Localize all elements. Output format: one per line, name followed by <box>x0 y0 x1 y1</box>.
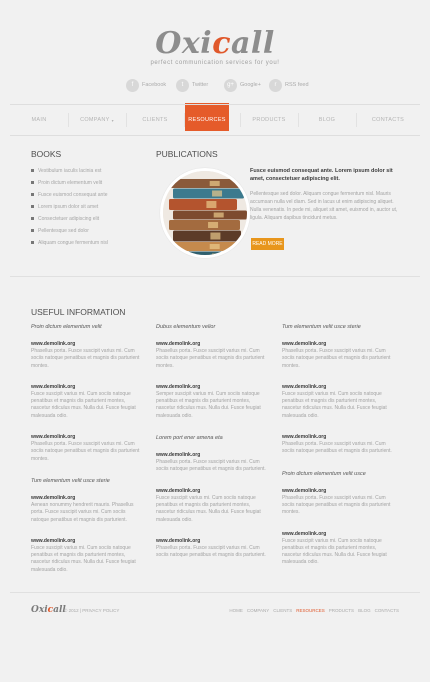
nav-item-blog[interactable] <box>298 105 356 135</box>
social-label: Google+ <box>240 82 261 88</box>
social-facebook-link[interactable] <box>126 78 166 92</box>
useful-group-heading: Proin dictum elementum velit usce <box>282 470 366 477</box>
book-spine <box>173 189 244 199</box>
footer-logo-main: Oxi <box>31 605 48 615</box>
books-list-item[interactable]: Pellentesque sed dolor <box>31 227 141 239</box>
nav-label: BLOG <box>318 117 336 123</box>
book-spine <box>169 220 240 230</box>
twitter-icon: t <box>176 79 189 92</box>
useful-info-heading: USEFUL INFORMATION <box>31 307 126 317</box>
useful-entry-link[interactable]: www.demolink.org <box>282 383 327 390</box>
book-stack <box>169 179 247 255</box>
useful-entry-link[interactable]: www.demolink.org <box>156 341 201 347</box>
logo-text-rest: all <box>230 26 275 61</box>
logo-text-accent: c <box>212 26 231 61</box>
nav-item-contacts[interactable] <box>356 105 420 135</box>
useful-group-heading: Lorem port ener amena eta <box>156 435 223 442</box>
rss-icon: r <box>269 79 282 92</box>
book-label-band <box>208 222 218 228</box>
footer-nav-home[interactable]: HOME <box>229 608 243 613</box>
useful-entry <box>156 384 268 420</box>
facebook-icon: f <box>126 79 139 92</box>
useful-entry-text: Phasellus porta. Fusce suscipit varius mi. Cum sociis natoque penatibus et magnis dis parturient. <box>156 544 266 559</box>
book-spine <box>169 199 237 210</box>
books-list-item[interactable]: Aliquam congue fermentum nisl <box>31 239 141 251</box>
social-label: RSS feed <box>285 82 309 88</box>
site-logo[interactable] <box>0 26 430 61</box>
nav-label: CONTACTS <box>371 117 405 123</box>
useful-entry <box>31 341 143 370</box>
useful-entry-text: Fusce suscipit varius mi. Cum sociis natoque penatibus et magnis dis parturient montes, nascetur ridiculus mus. Nulla dui. Fusce feugiat malesuada odio. <box>31 390 136 419</box>
book-label-band <box>210 244 220 249</box>
book-spine <box>173 231 241 242</box>
useful-entry <box>282 531 394 567</box>
useful-column-3 <box>282 323 394 581</box>
nav-item-main[interactable] <box>10 105 68 135</box>
useful-entry <box>156 538 268 560</box>
footer-logo-rest: all <box>53 605 66 615</box>
publications-body: Pellentesque sed dolor. Aliquam congue fermentum nisl. Mauris accumsan nulla vel diam. Sed in lacus ut enim adipiscing aliquet. Nulla venenatis. In pede mi, aliquet sit amet, euismod in, auctor ut, ligula. Aliquam dapibus tincidunt metus. <box>250 191 398 221</box>
footer-nav-blog[interactable]: BLOG <box>358 608 371 613</box>
book-stack-illustration <box>163 171 247 255</box>
footer-nav-resources[interactable]: RESOURCES <box>296 608 325 613</box>
useful-entry-link[interactable]: www.demolink.org <box>282 434 327 441</box>
useful-entry <box>31 434 143 463</box>
useful-entry <box>156 341 268 370</box>
book-label-band <box>210 233 220 240</box>
useful-entry-link[interactable]: www.demolink.org <box>282 341 327 347</box>
useful-entry-link[interactable]: www.demolink.org <box>282 530 327 537</box>
useful-entry-link[interactable]: www.demolink.org <box>156 383 201 390</box>
nav-label: CLIENTS <box>142 117 168 123</box>
useful-group-heading: Proin dictum elementum velit <box>31 324 102 330</box>
publications-books-image <box>160 168 250 258</box>
publications-lead: Fusce euismod consequat ante. Lorem ipsum dolor sit amet, consectetuer adipiscing elit. <box>250 168 393 182</box>
nav-item-clients[interactable] <box>126 105 184 135</box>
useful-entry <box>282 384 394 420</box>
book-spine <box>169 179 243 188</box>
useful-entry-link[interactable]: www.demolink.org <box>156 487 201 494</box>
books-heading: BOOKS <box>31 149 62 159</box>
social-twitter-link[interactable] <box>176 78 208 92</box>
social-label: Facebook <box>142 82 167 88</box>
useful-entry-text: Phasellus porta. Fusce suscipit varius mi. Cum sociis natoque penatibus et magnis dis parturient montes. <box>282 348 391 369</box>
books-list-item[interactable]: Vestibulum iaculis lacinia est <box>31 167 141 179</box>
footer-nav-clients[interactable]: CLIENTS <box>273 608 293 613</box>
footer-logo[interactable] <box>31 605 66 615</box>
book-label-band <box>214 213 224 218</box>
social-rss-link[interactable] <box>269 78 309 92</box>
books-list-item[interactable]: Fusce euismod consequat ante <box>31 191 141 203</box>
footer-logo-accent: c <box>47 605 54 615</box>
main-nav <box>10 104 420 136</box>
useful-entry <box>31 384 143 420</box>
useful-entry-text: Phasellus porta. Fusce suscipit varius mi. Cum sociis natoque penatibus et magnis dis parturient. <box>282 441 392 455</box>
nav-label: PRODUCTS <box>252 117 286 123</box>
useful-entry-link[interactable]: www.demolink.org <box>31 341 76 347</box>
useful-entry <box>31 538 143 574</box>
site-tagline: perfect communication services for you! <box>150 60 280 66</box>
useful-entry <box>156 488 268 524</box>
book-spine <box>169 242 243 251</box>
books-list <box>31 167 141 251</box>
nav-item-resources[interactable] <box>185 105 229 135</box>
useful-entry-text: Phasellus porta. Fusce suscipit varius mi. Cum sociis natoque penatibus et magnis dis parturient montes. <box>282 494 391 516</box>
useful-column-2 <box>156 323 268 573</box>
chevron-down-icon: ▾ <box>111 117 114 123</box>
useful-column-1 <box>31 323 143 588</box>
useful-entry-link[interactable]: www.demolink.org <box>31 434 76 441</box>
useful-group-heading: Tum elementum velit usce sterie <box>282 324 361 330</box>
useful-entry-text: Phasellus porta. Fusce suscipit varius mi. Cum sociis natoque penatibus et magnis dis parturient. <box>156 459 266 473</box>
useful-entry-link[interactable]: www.demolink.org <box>31 537 76 544</box>
useful-group-heading: Dubus elementum velior <box>156 324 216 330</box>
useful-entry-link[interactable]: www.demolink.org <box>31 383 76 390</box>
useful-entry-text: Fusce suscipit varius mi. Cum sociis natoque penatibus et magnis dis parturient montes, nascetur ridiculus mus. Nulla dui. Fusce feugiat malesuada odio. <box>31 544 136 573</box>
books-list-item[interactable]: Consectetuer adipiscing elit <box>31 215 141 227</box>
publications-heading: PUBLICATIONS <box>156 149 218 159</box>
footer-nav-contacts[interactable]: CONTACTS <box>374 608 399 613</box>
footer-divider <box>10 592 420 593</box>
book-spine <box>173 252 244 256</box>
useful-entry-text: Fusce suscipit varius mi. Cum sociis natoque penatibus et magnis dis parturient montes, nascetur ridiculus mus. Nulla dui. Fusce feugiat malesuada odio. <box>282 390 387 419</box>
social-google-plus-link[interactable] <box>224 78 261 92</box>
useful-entry-text: Semper suscipit varius mi. Cum sociis natoque penatibus et magnis dis parturient montes, nascetur ridiculus mus. Nulla dui. Fusce feugiat malesuada odio. <box>156 390 261 419</box>
useful-entry-link[interactable]: www.demolink.org <box>156 537 201 544</box>
book-label-band <box>210 181 220 186</box>
logo-text-main: Oxi <box>155 26 213 61</box>
nav-label: RESOURCES <box>188 117 226 123</box>
useful-entry-text: Phasellus porta. Fusce suscipit varius mi. Cum sociis natoque penatibus et magnis dis parturient montes. <box>31 348 140 369</box>
useful-entry <box>282 434 394 456</box>
useful-entry-text: Fusce suscipit varius mi. Cum sociis natoque penatibus et magnis dis parturient montes, nascetur ridiculus mus. Nulla dui. Fusce feugiat malesuada odio. <box>156 494 261 523</box>
useful-entry-text: Phasellus porta. Fusce suscipit varius mi. Cum sociis natoque penatibus et magnis dis parturient montes. <box>156 348 265 369</box>
book-spine <box>173 211 247 220</box>
useful-entry-text: Fusce suscipit varius mi. Cum sociis natoque penatibus et magnis dis parturient montes, nascetur ridiculus mus. Nulla dui. Fusce feugiat malesuada odio. <box>282 537 387 566</box>
book-label-band <box>206 201 216 208</box>
useful-group-heading: Tum elementum velit usce sterie <box>31 477 110 484</box>
footer-nav-company[interactable]: COMPANY <box>246 608 270 613</box>
social-label: Twitter <box>192 82 209 88</box>
book-label-band <box>212 254 222 256</box>
useful-entry <box>282 341 394 370</box>
useful-entry <box>282 488 394 517</box>
useful-entry <box>156 452 268 474</box>
useful-entry-text: Aenean nonummy hendrerit mauris. Phasellus porta. Fusce suscipit varius mi. Cum sociis natoque penatibus et magnis dis parturient. <box>31 501 134 523</box>
useful-entry <box>31 495 143 524</box>
useful-entry-link[interactable]: www.demolink.org <box>156 452 201 459</box>
nav-label: MAIN <box>31 117 47 123</box>
book-label-band <box>212 191 222 197</box>
useful-entry-link[interactable]: www.demolink.org <box>282 487 327 494</box>
read-more-button[interactable]: READ MORE <box>251 238 284 250</box>
books-list-item[interactable]: Proin dictum elementum velit <box>31 179 141 191</box>
nav-item-company[interactable] <box>68 105 126 135</box>
section-divider <box>10 276 420 277</box>
books-list-item[interactable]: Lorem ipsum dolor sit amet <box>31 203 141 215</box>
footer-nav-products[interactable]: PRODUCTS <box>328 608 355 613</box>
useful-entry-link[interactable]: www.demolink.org <box>31 494 76 501</box>
google-plus-icon: g+ <box>224 79 237 92</box>
nav-label: COMPANY <box>80 117 110 123</box>
social-links <box>126 78 336 92</box>
footer-nav <box>229 608 399 613</box>
useful-entry-text: Phasellus porta. Fusce suscipit varius mi. Cum sociis natoque penatibus et magnis dis parturient montes. <box>31 441 140 462</box>
nav-item-products[interactable] <box>240 105 298 135</box>
footer-copyright[interactable]: © 2012 | PRIVACY POLICY <box>64 608 120 613</box>
